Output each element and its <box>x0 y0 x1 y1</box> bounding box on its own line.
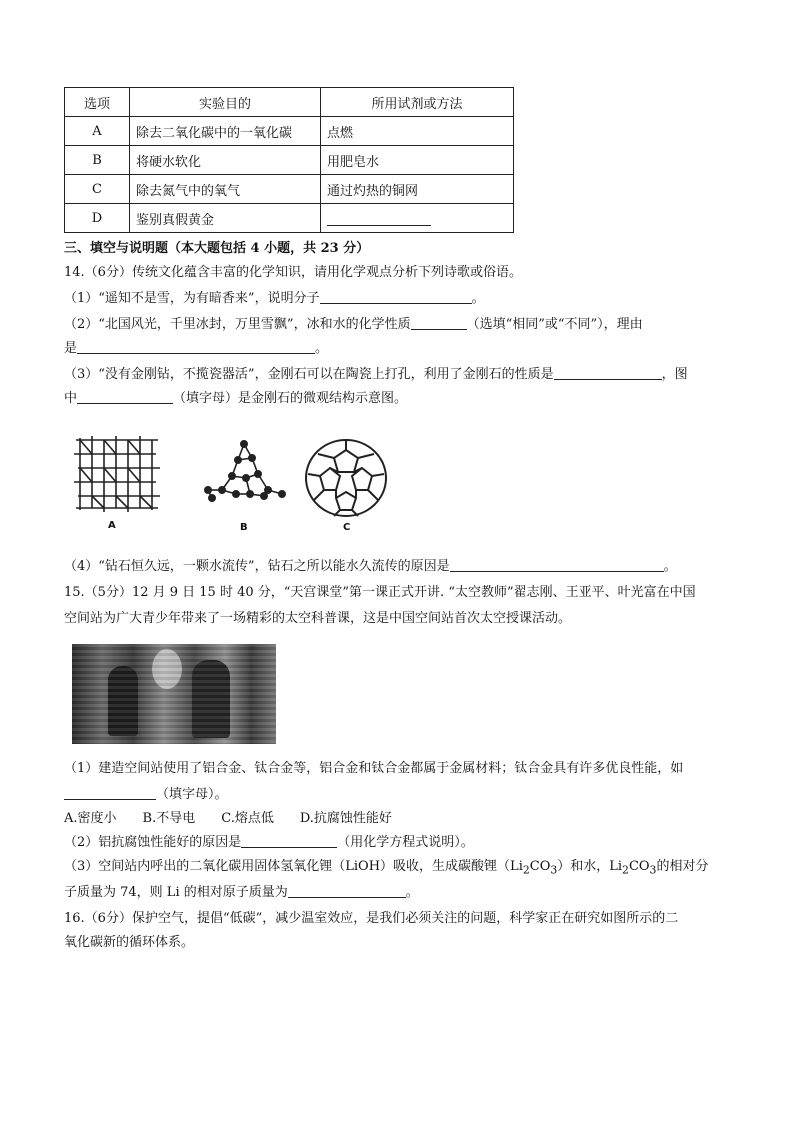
table-row <box>65 146 514 175</box>
q15-part3-text: ）和水，Li <box>557 859 623 874</box>
table-cell-goal: 除去二氧化碳中的一氧化碳 <box>130 117 321 146</box>
answer-blank[interactable] <box>64 786 156 800</box>
q14-part2-cont <box>64 340 328 358</box>
table-header: 选项 <box>65 88 130 117</box>
table-cell-method: 点燃 <box>321 117 514 146</box>
answer-blank[interactable] <box>411 316 467 330</box>
q14-stem: 14.（6分）传统文化蕴含丰富的化学知识，请用化学观点分析下列诗歌或俗语。 <box>64 265 522 280</box>
q15-choices: A.密度小 B.不导电 C.熔点低 D.抗腐蚀性能好 <box>64 811 392 826</box>
q16-stem-line1: 16.（6分）保护空气，提倡“低碳”，减少温室效应，是我们必须关注的问题，科学家正在研究如图所示的二 <box>64 911 679 926</box>
q15-part3-text: 的相对分 <box>656 859 709 874</box>
table-cell-option: A <box>65 117 130 146</box>
q14-part3-text: （3）“没有金刚钻，不揽瓷器活”，金刚石可以在陶瓷上打孔，利用了金刚石的性质是 <box>64 367 554 382</box>
q14-part3-text3: 中 <box>64 391 78 406</box>
q15-part1-cont <box>64 786 228 804</box>
answer-blank[interactable] <box>77 390 173 404</box>
q14-part2-text2: （选填“相同”或“不同”），理由 <box>466 317 643 332</box>
table-row <box>65 117 514 146</box>
table-row <box>65 204 514 233</box>
table-cell-option: D <box>65 204 130 233</box>
photo-texture <box>72 644 276 744</box>
q15-part3-text2: 子质量为 74，则 Li 的相对原子质量为 <box>64 885 288 900</box>
table-header-row <box>65 88 514 117</box>
q15-part2-text2: （用化学方程式说明）。 <box>337 835 474 850</box>
q14-part1-text: （1）“遥知不是雪，为有暗香来”，说明分子 <box>64 291 320 306</box>
q15-stem-line1: 15.（5分）12 月 9 日 15 时 40 分，“天宫课堂”第一课正式开讲. “太空教师”翟志刚、王亚平、叶光富在中国 <box>64 585 696 600</box>
punct: 。 <box>471 291 485 306</box>
table-header: 所用试剂或方法 <box>321 88 514 117</box>
answer-blank[interactable] <box>450 558 664 572</box>
subscript: 3 <box>649 863 657 877</box>
answer-blank[interactable] <box>554 366 662 380</box>
diamond-structure-figure <box>198 438 294 510</box>
table-cell-goal: 除去氮气中的氧气 <box>130 175 321 204</box>
q15-part3 <box>64 858 708 880</box>
figure-label-b: B <box>240 522 248 533</box>
table-header: 实验目的 <box>130 88 321 117</box>
q14-part2 <box>64 316 643 334</box>
table-cell-method: 用肥皂水 <box>321 146 514 175</box>
q15-part3-text: （3）空间站内呼出的二氧化碳用固体氢氧化锂（LiOH）吸收，生成碳酸锂（Li <box>64 859 523 874</box>
table-cell-goal: 鉴别真假黄金 <box>130 204 321 233</box>
q14-part3-text4: （填字母）是金刚石的微观结构示意图。 <box>173 391 408 406</box>
q14-part3-cont <box>64 390 407 408</box>
q15-part3-cont <box>64 884 419 902</box>
space-lecture-photo <box>72 644 276 744</box>
c60-structure-figure <box>300 436 392 520</box>
subscript: 2 <box>622 863 629 877</box>
q15-part1-text2: （填字母）。 <box>156 787 228 802</box>
q14-part4-text: （4）“钻石恒久远，一颗水流传”，钻石之所以能水久流传的原因是 <box>64 559 450 574</box>
section-title: 三、填空与说明题（本大题包括 4 小题，共 23 分） <box>64 241 370 256</box>
answer-blank[interactable] <box>327 211 431 226</box>
q14-part2-text: （2）“北国风光，千里冰封，万里雪飘”，冰和水的化学性质 <box>64 317 411 332</box>
q15-part2-text: （2）铝抗腐蚀性能好的原因是 <box>64 835 242 850</box>
table-cell-goal: 将硬水软化 <box>130 146 321 175</box>
q14-part3 <box>64 366 688 384</box>
q15-part3-text: CO <box>529 859 551 874</box>
table-cell-option: C <box>65 175 130 204</box>
figure-label-c: C <box>343 522 351 533</box>
q14-part1 <box>64 290 485 308</box>
table-cell-option: B <box>65 146 130 175</box>
q14-part4 <box>64 558 677 576</box>
q15-part3-text: CO <box>628 859 650 874</box>
q15-stem-line2: 空间站为广大青少年带来了一场精彩的太空科普课，这是中国空间站首次太空授课活动。 <box>64 611 572 626</box>
table-cell-method: 通过灼热的铜网 <box>321 175 514 204</box>
answer-blank[interactable] <box>288 884 406 898</box>
subscript: 3 <box>550 863 558 877</box>
table-row <box>65 175 514 204</box>
q16-stem-line2: 氧化碳新的循环体系。 <box>64 935 195 950</box>
answer-blank[interactable] <box>77 340 315 354</box>
punct: 。 <box>405 885 419 900</box>
punct: 。 <box>315 341 329 356</box>
subscript: 2 <box>522 863 530 877</box>
q14-part3-text2: ，图 <box>661 367 688 382</box>
graphite-structure-figure <box>70 430 166 514</box>
figure-label-a: A <box>108 520 116 531</box>
answer-blank[interactable] <box>320 290 472 304</box>
q15-part1: （1）建造空间站使用了铝合金、钛合金等，铝合金和钛合金都属于金属材料；钛合金具有许多优良性能，如 <box>64 761 684 776</box>
q15-part2 <box>64 834 474 852</box>
punct: 。 <box>663 559 677 574</box>
q14-part2-text3: 是 <box>64 341 78 356</box>
answer-blank[interactable] <box>241 834 337 848</box>
options-table <box>64 87 514 233</box>
table-cell-method <box>321 204 514 233</box>
